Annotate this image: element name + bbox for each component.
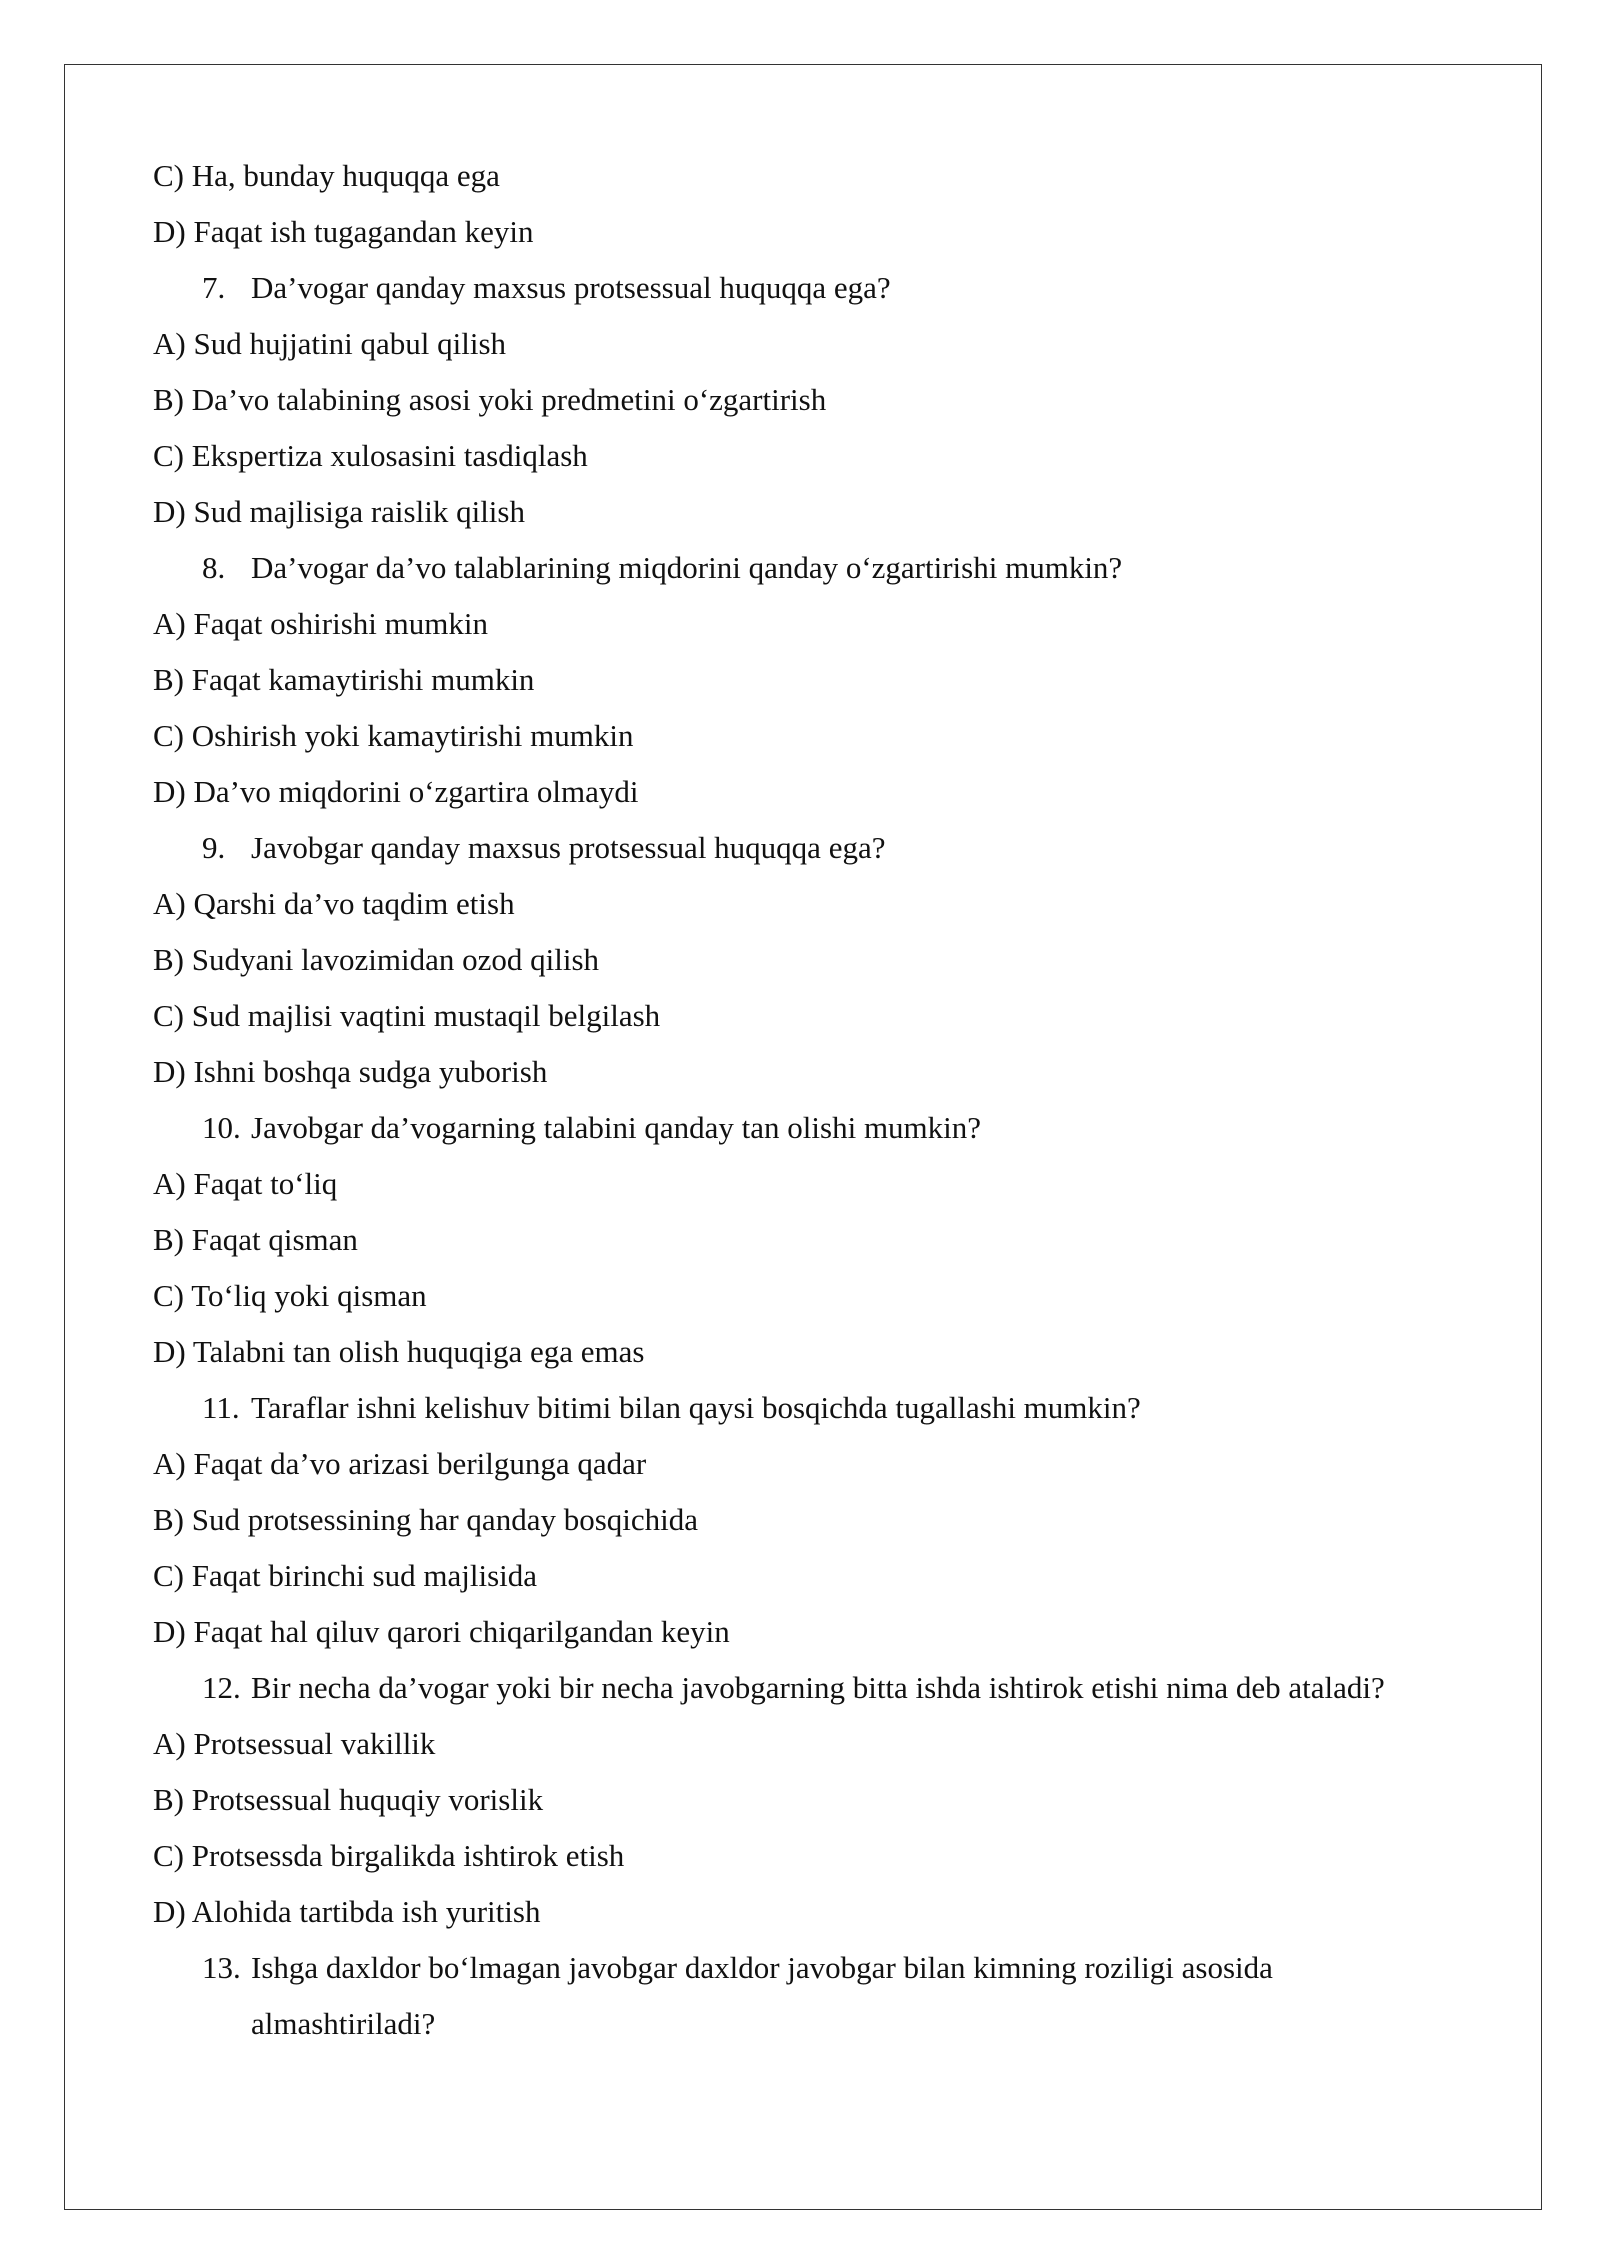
answer-option: A) Faqat oshirishi mumkin	[153, 606, 488, 641]
answer-option: A) Sud hujjatini qabul qilish	[153, 326, 507, 361]
answer-option: C) Ekspertiza xulosasini tasdiqlash	[153, 438, 588, 473]
question-text: Javobgar da’vogarning talabini qanday tan olishi mumkin?	[251, 1110, 982, 1145]
answer-option: C) Protsessda birgalikda ishtirok etish	[153, 1838, 625, 1873]
question-12	[153, 1660, 1493, 1716]
answer-option: A) Faqat to‘liq	[153, 1166, 338, 1201]
question-11	[153, 1380, 1493, 1436]
answer-option: D) Sud majlisiga raislik qilish	[153, 494, 525, 529]
question-text: Da’vogar da’vo talablarining miqdorini qanday o‘zgartirishi mumkin?	[251, 550, 1123, 585]
answer-option: C) Oshirish yoki kamaytirishi mumkin	[153, 718, 634, 753]
question-number: 12.	[202, 1670, 241, 1705]
question-number: 9.	[202, 830, 226, 865]
question-number: 11.	[202, 1390, 240, 1425]
question-text: Da’vogar qanday maxsus protsessual huquqqa ega?	[251, 270, 891, 305]
question-number: 8.	[202, 550, 226, 585]
document-body	[153, 148, 1493, 2052]
answer-option: D) Alohida tartibda ish yuritish	[153, 1894, 541, 1929]
answer-option: D) Ishni boshqa sudga yuborish	[153, 1054, 548, 1089]
answer-option: D) Talabni tan olish huquqiga ega emas	[153, 1334, 645, 1369]
answer-option: A) Protsessual vakillik	[153, 1726, 436, 1761]
answer-option: A) Qarshi da’vo taqdim etish	[153, 886, 515, 921]
answer-option: B) Faqat qisman	[153, 1222, 358, 1257]
answer-option: D) Faqat ish tugagandan keyin	[153, 214, 534, 249]
answer-option: A) Faqat da’vo arizasi berilgunga qadar	[153, 1446, 647, 1481]
question-10	[153, 1100, 1493, 1156]
question-text: Bir necha da’vogar yoki bir necha javobgarning bitta ishda ishtirok etishi nima deb ataladi?	[251, 1670, 1385, 1705]
question-number: 10.	[202, 1110, 241, 1145]
question-text: Ishga daxldor bo‘lmagan javobgar daxldor javobgar bilan kimning roziligi asosida almashtiriladi?	[251, 1950, 1273, 2041]
question-13	[153, 1940, 1493, 2052]
answer-option: D) Faqat hal qiluv qarori chiqarilgandan keyin	[153, 1614, 730, 1649]
answer-option: B) Faqat kamaytirishi mumkin	[153, 662, 535, 697]
question-number: 7.	[202, 270, 226, 305]
answer-option: B) Sudyani lavozimidan ozod qilish	[153, 942, 600, 977]
answer-option: B) Protsessual huquqiy vorislik	[153, 1782, 544, 1817]
answer-option: C) Ha, bunday huquqqa ega	[153, 158, 500, 193]
answer-option: D) Da’vo miqdorini o‘zgartira olmaydi	[153, 774, 639, 809]
question-text: Taraflar ishni kelishuv bitimi bilan qaysi bosqichda tugallashi mumkin?	[251, 1390, 1141, 1425]
question-8	[153, 540, 1493, 596]
answer-option: B) Da’vo talabining asosi yoki predmetini o‘zgartirish	[153, 382, 827, 417]
question-text: Javobgar qanday maxsus protsessual huquqqa ega?	[251, 830, 886, 865]
answer-option: C) To‘liq yoki qisman	[153, 1278, 427, 1313]
question-number: 13.	[202, 1950, 241, 1985]
question-7	[153, 260, 1493, 316]
answer-option: C) Faqat birinchi sud majlisida	[153, 1558, 538, 1593]
answer-option: C) Sud majlisi vaqtini mustaqil belgilash	[153, 998, 661, 1033]
question-9	[153, 820, 1493, 876]
answer-option: B) Sud protsessining har qanday bosqichida	[153, 1502, 699, 1537]
